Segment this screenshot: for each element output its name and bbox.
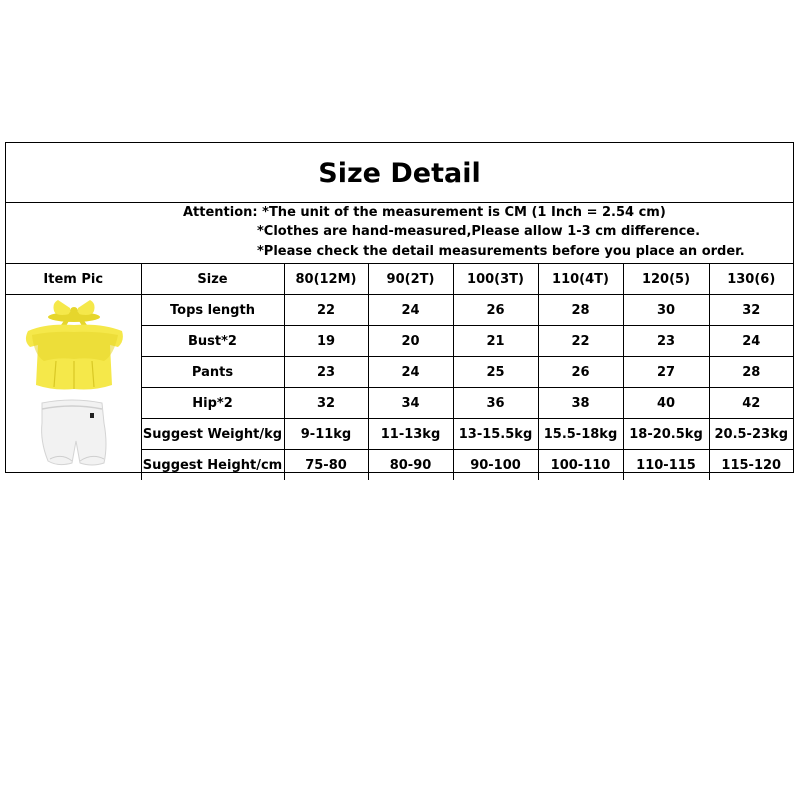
table-cell: 13-15.5kg <box>453 419 538 450</box>
table-cell: 24 <box>368 357 453 388</box>
table-cell: 26 <box>538 357 623 388</box>
item-pic-cell <box>6 295 141 481</box>
table-cell: 23 <box>623 326 709 357</box>
table-cell: 21 <box>453 326 538 357</box>
table-cell: 22 <box>538 326 623 357</box>
row-label: Pants <box>141 357 284 388</box>
table-cell: 25 <box>453 357 538 388</box>
row-label: Bust*2 <box>141 326 284 357</box>
table-cell: 80-90 <box>368 450 453 481</box>
table-cell: 22 <box>284 295 368 326</box>
table-cell: 26 <box>453 295 538 326</box>
size-header-cell: 130(6) <box>709 264 793 295</box>
size-table <box>6 264 793 480</box>
table-cell: 15.5-18kg <box>538 419 623 450</box>
table-cell: 75-80 <box>284 450 368 481</box>
row-label: Tops length <box>141 295 284 326</box>
size-header-cell: 120(5) <box>623 264 709 295</box>
product-image <box>6 295 140 475</box>
table-cell: 23 <box>284 357 368 388</box>
size-header-cell: 110(4T) <box>538 264 623 295</box>
table-cell: 38 <box>538 388 623 419</box>
table-cell: 20 <box>368 326 453 357</box>
table-cell: 40 <box>623 388 709 419</box>
table-cell: 30 <box>623 295 709 326</box>
table-header-row <box>6 264 793 295</box>
attention-notes <box>6 203 793 264</box>
table-cell: 42 <box>709 388 793 419</box>
size-header-cell: 100(3T) <box>453 264 538 295</box>
table-cell: 9-11kg <box>284 419 368 450</box>
table-cell: 19 <box>284 326 368 357</box>
table-cell: 90-100 <box>453 450 538 481</box>
size-chart <box>5 142 794 473</box>
shorts <box>42 400 106 465</box>
attention-line-3: *Please check the detail measurements before you place an order. <box>257 244 745 259</box>
table-row <box>6 295 793 326</box>
title-row <box>6 143 793 203</box>
table-cell: 27 <box>623 357 709 388</box>
table-cell: 32 <box>284 388 368 419</box>
table-cell: 20.5-23kg <box>709 419 793 450</box>
row-label: Suggest Weight/kg <box>141 419 284 450</box>
table-cell: 34 <box>368 388 453 419</box>
table-cell: 24 <box>368 295 453 326</box>
table-cell: 115-120 <box>709 450 793 481</box>
attention-line-1: Attention: *The unit of the measurement is CM (1 Inch = 2.54 cm) <box>183 205 666 220</box>
row-label: Suggest Height/cm <box>141 450 284 481</box>
attention-line-2: *Clothes are hand-measured,Please allow 1-3 cm difference. <box>257 224 701 239</box>
page-title: Size Detail <box>318 158 481 189</box>
table-cell: 32 <box>709 295 793 326</box>
table-cell: 36 <box>453 388 538 419</box>
table-cell: 24 <box>709 326 793 357</box>
headband-bow <box>48 300 100 326</box>
ruffle-top <box>26 325 123 390</box>
size-header: Size <box>141 264 284 295</box>
table-cell: 28 <box>538 295 623 326</box>
row-label: Hip*2 <box>141 388 284 419</box>
item-pic-header: Item Pic <box>43 271 104 287</box>
table-cell: 28 <box>709 357 793 388</box>
table-cell: 11-13kg <box>368 419 453 450</box>
size-header-cell: 80(12M) <box>284 264 368 295</box>
table-cell: 18-20.5kg <box>623 419 709 450</box>
table-cell: 100-110 <box>538 450 623 481</box>
table-cell: 110-115 <box>623 450 709 481</box>
size-header-cell: 90(2T) <box>368 264 453 295</box>
